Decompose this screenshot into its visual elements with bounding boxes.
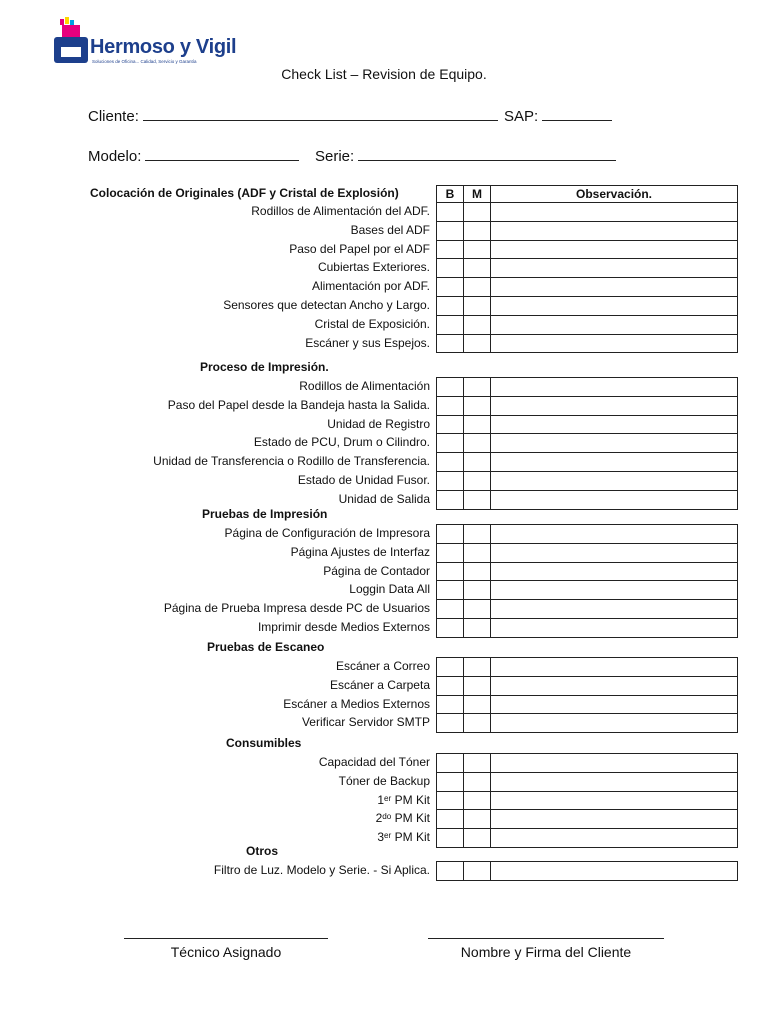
printer-logo-icon [52, 17, 90, 69]
section-title: Consumibles [226, 736, 302, 750]
cliente-label: Cliente: [88, 108, 139, 125]
company-logo-name: Hermoso y Vigil [90, 36, 237, 58]
checklist-item-label: Estado de PCU, Drum o Cilindro. [253, 435, 430, 450]
checkbox-m[interactable] [463, 240, 491, 260]
checkbox-m[interactable] [463, 562, 491, 582]
client-signature-line[interactable] [428, 938, 664, 939]
checkbox-b[interactable] [436, 396, 464, 416]
checkbox-b[interactable] [436, 676, 464, 696]
checkbox-m[interactable] [463, 258, 491, 278]
column-header-observacion: Observación. [490, 185, 738, 203]
checkbox-m[interactable] [463, 471, 491, 491]
checkbox-b[interactable] [436, 415, 464, 435]
checklist-item-label: Cubiertas Exteriores. [317, 260, 430, 275]
observation-field[interactable] [490, 221, 738, 241]
checkbox-b[interactable] [436, 277, 464, 297]
checklist-item-label: Verificar Servidor SMTP [301, 715, 430, 730]
sap-field[interactable] [504, 106, 612, 125]
checklist-item-label: 1ᵉʳ PM Kit [377, 792, 430, 807]
observation-field[interactable] [490, 377, 738, 397]
checkbox-b[interactable] [436, 543, 464, 563]
checkbox-m[interactable] [463, 524, 491, 544]
checkbox-b[interactable] [436, 599, 464, 619]
checklist-item-label: Unidad de Transferencia o Rodillo de Transferencia. [153, 454, 430, 469]
checkbox-b[interactable] [436, 580, 464, 600]
checkbox-m[interactable] [463, 809, 491, 829]
checkbox-b[interactable] [436, 695, 464, 715]
checkbox-b[interactable] [436, 315, 464, 335]
checkbox-b[interactable] [436, 657, 464, 677]
checklist-item-label: Estado de Unidad Fusor. [297, 473, 430, 487]
checklist-item-label: Unidad de Salida [338, 491, 430, 506]
observation-field[interactable] [490, 315, 738, 335]
observation-field[interactable] [490, 296, 738, 316]
checklist-item-label: Escáner y sus Espejos. [305, 335, 430, 350]
section-title: Pruebas de Escaneo [207, 640, 325, 654]
checkbox-m[interactable] [463, 415, 491, 435]
checklist-item-label: Cristal de Exposición. [314, 316, 430, 331]
checkbox-b[interactable] [436, 809, 464, 829]
checkbox-m[interactable] [463, 657, 491, 677]
checkbox-m[interactable] [463, 772, 491, 792]
checklist-item-label: Loggin Data All [349, 582, 430, 597]
checklist-item-label: Capacidad del Tóner [318, 755, 430, 769]
modelo-field[interactable] [88, 146, 299, 165]
checkbox-m[interactable] [463, 753, 491, 773]
checkbox-m[interactable] [463, 861, 491, 881]
observation-field[interactable] [490, 599, 738, 619]
checkbox-m[interactable] [463, 202, 491, 222]
section-title: Otros [246, 844, 279, 858]
checkbox-b[interactable] [436, 433, 464, 453]
cliente-field[interactable] [88, 106, 498, 125]
checklist-item-label: Filtro de Luz. Modelo y Serie. - Si Aplica. [213, 863, 430, 877]
observation-field[interactable] [490, 277, 738, 297]
observation-field[interactable] [490, 562, 738, 582]
observation-field[interactable] [490, 433, 738, 453]
observation-field[interactable] [490, 772, 738, 792]
observation-field[interactable] [490, 676, 738, 696]
checkbox-b[interactable] [436, 240, 464, 260]
checklist-item-label: Paso del Papel por el ADF [289, 241, 430, 256]
checklist-item-label: 3ᵉʳ PM Kit [377, 830, 430, 845]
checkbox-b[interactable] [436, 618, 464, 638]
checkbox-b[interactable] [436, 258, 464, 278]
checkbox-b[interactable] [436, 452, 464, 472]
checkbox-b[interactable] [436, 753, 464, 773]
observation-field[interactable] [490, 258, 738, 278]
checkbox-b[interactable] [436, 828, 464, 848]
checkbox-m[interactable] [463, 334, 491, 354]
column-header-m: M [463, 185, 491, 203]
checkbox-m[interactable] [463, 221, 491, 241]
checkbox-m[interactable] [463, 296, 491, 316]
observation-field[interactable] [490, 713, 738, 733]
checklist-item-label: 2ᵈᵒ PM Kit [375, 811, 430, 826]
checkbox-m[interactable] [463, 713, 491, 733]
checklist-item-label: Paso del Papel desde la Bandeja hasta la Salida. [167, 397, 430, 412]
modelo-label: Modelo: [88, 148, 142, 165]
observation-field[interactable] [490, 543, 738, 563]
checkbox-m[interactable] [463, 695, 491, 715]
observation-field[interactable] [490, 334, 738, 354]
observation-field[interactable] [490, 580, 738, 600]
observation-field[interactable] [490, 791, 738, 811]
client-signature-label: Nombre y Firma del Cliente [460, 944, 632, 960]
tecnico-signature-line[interactable] [124, 938, 328, 939]
checklist-item-label: Imprimir desde Medios Externos [257, 620, 430, 634]
section-title: Colocación de Originales (ADF y Cristal de Explosión) [90, 186, 399, 200]
observation-field[interactable] [490, 861, 738, 881]
checklist-item-label: Unidad de Registro [327, 416, 430, 431]
checkbox-b[interactable] [436, 471, 464, 491]
section-title: Pruebas de Impresión [202, 507, 328, 521]
observation-field[interactable] [490, 490, 738, 510]
checklist-item-label: Rodillos de Alimentación del ADF. [251, 204, 430, 218]
checkbox-m[interactable] [463, 396, 491, 416]
serie-field[interactable] [315, 146, 616, 165]
checklist-item-label: Escáner a Carpeta [329, 677, 430, 692]
checkbox-b[interactable] [436, 713, 464, 733]
checkbox-b[interactable] [436, 791, 464, 811]
checklist-item-label: Escáner a Correo [335, 659, 430, 673]
checkbox-b[interactable] [436, 221, 464, 241]
observation-field[interactable] [490, 240, 738, 260]
checkbox-m[interactable] [463, 315, 491, 335]
checkbox-m[interactable] [463, 599, 491, 619]
checkbox-b[interactable] [436, 562, 464, 582]
section-title: Proceso de Impresión. [200, 360, 329, 374]
checkbox-m[interactable] [463, 580, 491, 600]
observation-field[interactable] [490, 657, 738, 677]
checkbox-b[interactable] [436, 490, 464, 510]
observation-field[interactable] [490, 452, 738, 472]
checkbox-b[interactable] [436, 524, 464, 544]
checklist-item-label: Bases del ADF [350, 222, 430, 237]
document-title: Check List – Revision de Equipo. [281, 66, 487, 82]
checkbox-m[interactable] [463, 452, 491, 472]
tecnico-signature-label: Técnico Asignado [170, 944, 282, 960]
serie-label: Serie: [315, 148, 355, 165]
observation-field[interactable] [490, 809, 738, 829]
checkbox-b[interactable] [436, 202, 464, 222]
checklist-item-label: Página de Prueba Impresa desde PC de Usuarios [163, 601, 430, 616]
observation-field[interactable] [490, 396, 738, 416]
checklist-item-label: Página de Contador [323, 563, 430, 578]
checkbox-m[interactable] [463, 676, 491, 696]
checkbox-m[interactable] [463, 543, 491, 563]
observation-field[interactable] [490, 524, 738, 544]
checklist-item-label: Rodillos de Alimentación [299, 379, 430, 393]
checklist-item-label: Alimentación por ADF. [311, 279, 430, 294]
observation-field[interactable] [490, 753, 738, 773]
checklist-item-label: Sensores que detectan Ancho y Largo. [223, 298, 430, 312]
observation-field[interactable] [490, 415, 738, 435]
checkbox-b[interactable] [436, 772, 464, 792]
checkbox-m[interactable] [463, 377, 491, 397]
checkbox-b[interactable] [436, 334, 464, 354]
checkbox-m[interactable] [463, 828, 491, 848]
checkbox-m[interactable] [463, 433, 491, 453]
company-tagline: Soluciones de Oficina... Calidad, Servicio y Garantía [92, 59, 197, 64]
observation-field[interactable] [490, 828, 738, 848]
checkbox-b[interactable] [436, 296, 464, 316]
checklist-item-label: Página de Configuración de Impresora [224, 526, 430, 540]
checklist-item-label: Escáner a Medios Externos [283, 696, 430, 711]
checkbox-m[interactable] [463, 618, 491, 638]
checkbox-m[interactable] [463, 791, 491, 811]
checklist-item-label: Tóner de Backup [338, 773, 430, 788]
checklist-item-label: Página Ajustes de Interfaz [290, 544, 430, 559]
sap-label: SAP: [504, 108, 539, 125]
checkbox-b[interactable] [436, 377, 464, 397]
checkbox-b[interactable] [436, 861, 464, 881]
observation-field[interactable] [490, 618, 738, 638]
checkbox-m[interactable] [463, 490, 491, 510]
observation-field[interactable] [490, 695, 738, 715]
column-header-b: B [436, 185, 464, 203]
checkbox-m[interactable] [463, 277, 491, 297]
observation-field[interactable] [490, 471, 738, 491]
observation-field[interactable] [490, 202, 738, 222]
